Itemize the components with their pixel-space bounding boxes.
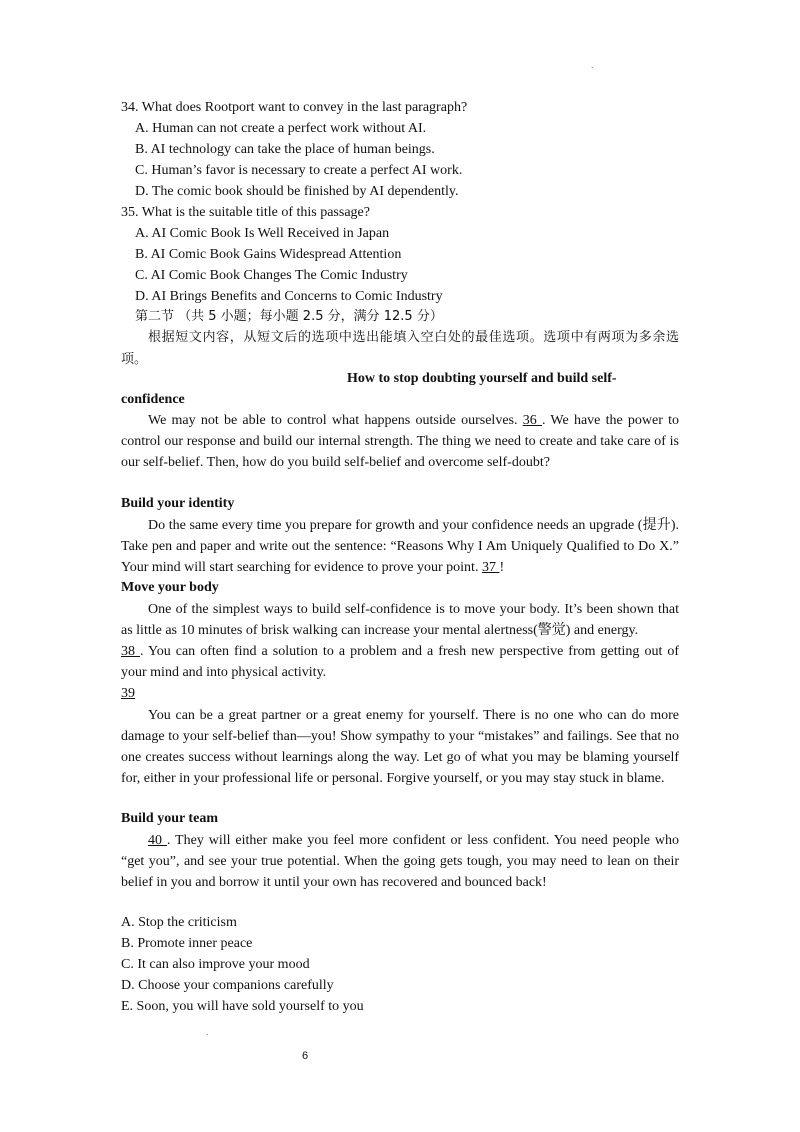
blank-36: 36 <box>522 413 542 428</box>
paragraph-39: You can be a great partner or a great enemy for yourself. There is no one who can do more damage to your self-belief than—you! Show sympathy to your “mistakes” and failings. See that no one creates success without learnings along the way. Let go of what you may be blaming yourself for, either in your professional life or personal. Forgive yourself, or you may stay stuck in blame. <box>121 708 679 786</box>
intro-text-a: We may not be able to control what happens outside ourselves. <box>148 413 518 428</box>
intro-text-b: . We have the power to control our response and build our internal strength. The thing we need to create and take care of is our self-belief. Then, how do you build self-belief and overcome self-doubt? <box>121 413 680 470</box>
q35-stem: 35. What is the suitable title of this passage? <box>121 205 370 220</box>
heading-move-body: Move your body <box>121 580 219 595</box>
identity-text-end: ! <box>499 560 505 575</box>
body-text-b: . You can often find a solution to a problem and a fresh new perspective from getting out of your mind and into physical activity. <box>121 644 680 680</box>
scan-dot: . <box>206 1027 209 1038</box>
intro-paragraph <box>121 410 679 473</box>
section2-instruction: 根据短文内容，从短文后的选项中选出能填入空白处的最佳选项。选项中有两项为多余选项。 <box>121 330 679 367</box>
q35-option-d: D. AI Brings Benefits and Concerns to Comic Industry <box>135 289 443 304</box>
blank-39-line <box>121 685 135 703</box>
body-paragraph <box>121 599 679 641</box>
choice-d: D. Choose your companions carefully <box>121 978 334 993</box>
heading-build-team: Build your team <box>121 811 218 826</box>
q34-stem: 34. What does Rootport want to convey in the last paragraph? <box>121 100 468 115</box>
q35-option-b: B. AI Comic Book Gains Widespread Attention <box>135 247 402 262</box>
heading-build-identity: Build your identity <box>121 496 235 511</box>
team-paragraph <box>121 830 679 893</box>
identity-paragraph <box>121 515 679 578</box>
choice-a: A. Stop the criticism <box>121 915 237 930</box>
blank-39: 39 <box>121 686 135 701</box>
choice-c: C. It can also improve your mood <box>121 957 310 972</box>
choice-b: B. Promote inner peace <box>121 936 253 951</box>
q35-option-a: A. AI Comic Book Is Well Received in Japan <box>135 226 390 241</box>
body-paragraph-cont <box>121 641 679 683</box>
q34-option-b: B. AI technology can take the place of human beings. <box>135 142 435 157</box>
team-text: . They will either make you feel more confident or less confident. You need people who “get you”, and see your true potential. When the going gets tough, you may need to lean on their belief in you and borrow it until your own has recovered and bounced back! <box>121 833 680 890</box>
blank-38: 38 <box>121 644 141 659</box>
section2-heading: 第二节 （共 5 小题；每小题 2.5 分，满分 12.5 分） <box>135 309 443 324</box>
q35-option-c: C. AI Comic Book Changes The Comic Industry <box>135 268 408 283</box>
passage-title-line1: How to stop doubting yourself and build self- <box>347 371 617 386</box>
passage-title-line2: confidence <box>121 392 185 407</box>
choice-e: E. Soon, you will have sold yourself to you <box>121 999 364 1014</box>
blank-40: 40 <box>148 833 167 848</box>
body-text: One of the simplest ways to build self-confidence is to move your body. It’s been shown that as little as 10 minutes of brisk walking can increase your mental alertness(警觉) and energy. <box>121 602 679 638</box>
q34-option-a: A. Human can not create a perfect work without AI. <box>135 121 427 136</box>
q34-option-d: D. The comic book should be finished by AI dependently. <box>135 184 459 199</box>
page-number: 6 <box>302 1050 309 1062</box>
scan-dot: . <box>591 60 594 71</box>
q34-option-c: C. Human’s favor is necessary to create a perfect AI work. <box>135 163 463 178</box>
blank-37: 37 <box>481 560 500 575</box>
identity-text: Do the same every time you prepare for growth and your confidence needs an upgrade (提升). Take pen and paper and write out the sentence: “Reasons Why I Am Uniquely Qualified to Do X.” Your mind will start searching for evidence to prove your point. <box>121 518 679 575</box>
